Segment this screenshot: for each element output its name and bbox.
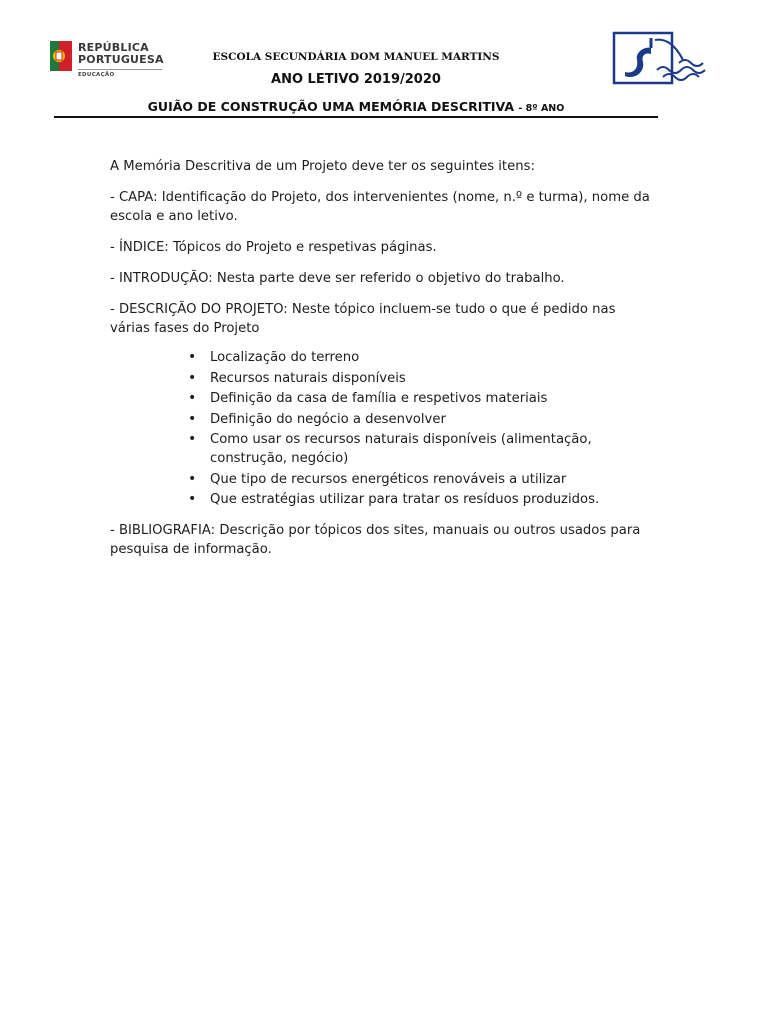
list-item: • Localização do terreno (210, 348, 650, 367)
school-name: ESCOLA SECUNDÁRIA DOM MANUEL MARTINS (212, 51, 500, 63)
document-body (110, 157, 650, 571)
header-divider (54, 116, 658, 118)
list-item: • Como usar os recursos naturais disponíveis (alimentação, construção, negócio) (210, 430, 650, 468)
logo-text-line2: PORTUGUESA (78, 53, 164, 66)
list-item: • Definição do negócio a desenvolver (210, 410, 650, 429)
guide-title (100, 99, 612, 114)
descricao-paragraph: - DESCRIÇÃO DO PROJETO: Neste tópico incluem-se tudo o que é pedido nas várias fases do Projeto (110, 302, 616, 336)
logo-text-line1: REPÚBLICA (78, 41, 149, 54)
indice-paragraph: - ÍNDICE: Tópicos do Projeto e respetivas páginas. (110, 240, 437, 255)
coat-of-arms-icon (50, 41, 72, 71)
guide-title-suffix: - 8º ANO (518, 103, 565, 114)
guide-title-main: GUIÃO DE CONSTRUÇÃO UMA MEMÓRIA DESCRITIVA (147, 99, 515, 114)
logo-subtitle: EDUCAÇÃO (78, 72, 115, 78)
list-item: • Recursos naturais disponíveis (210, 369, 650, 388)
intro-paragraph: A Memória Descritiva de um Projeto deve ter os seguintes itens: (110, 159, 535, 174)
school-logo (611, 30, 707, 86)
list-item: • Que tipo de recursos energéticos renováveis a utilizar (210, 470, 650, 489)
list-item: • Que estratégias utilizar para tratar os resíduos produzidos. (210, 490, 650, 509)
list-item: • Definição da casa de família e respetivos materiais (210, 389, 650, 408)
bibliografia-paragraph: - BIBLIOGRAFIA: Descrição por tópicos dos sites, manuais ou outros usados para pesquisa de informação. (110, 523, 641, 557)
project-items-list (110, 348, 650, 509)
logo-divider (78, 69, 162, 70)
capa-paragraph: - CAPA: Identificação do Projeto, dos intervenientes (nome, n.º e turma), nome da escola e ano letivo. (110, 190, 650, 224)
school-year: ANO LETIVO 2019/2020 (271, 72, 441, 87)
introducao-paragraph: - INTRODUÇÃO: Nesta parte deve ser referido o objetivo do trabalho. (110, 271, 565, 286)
